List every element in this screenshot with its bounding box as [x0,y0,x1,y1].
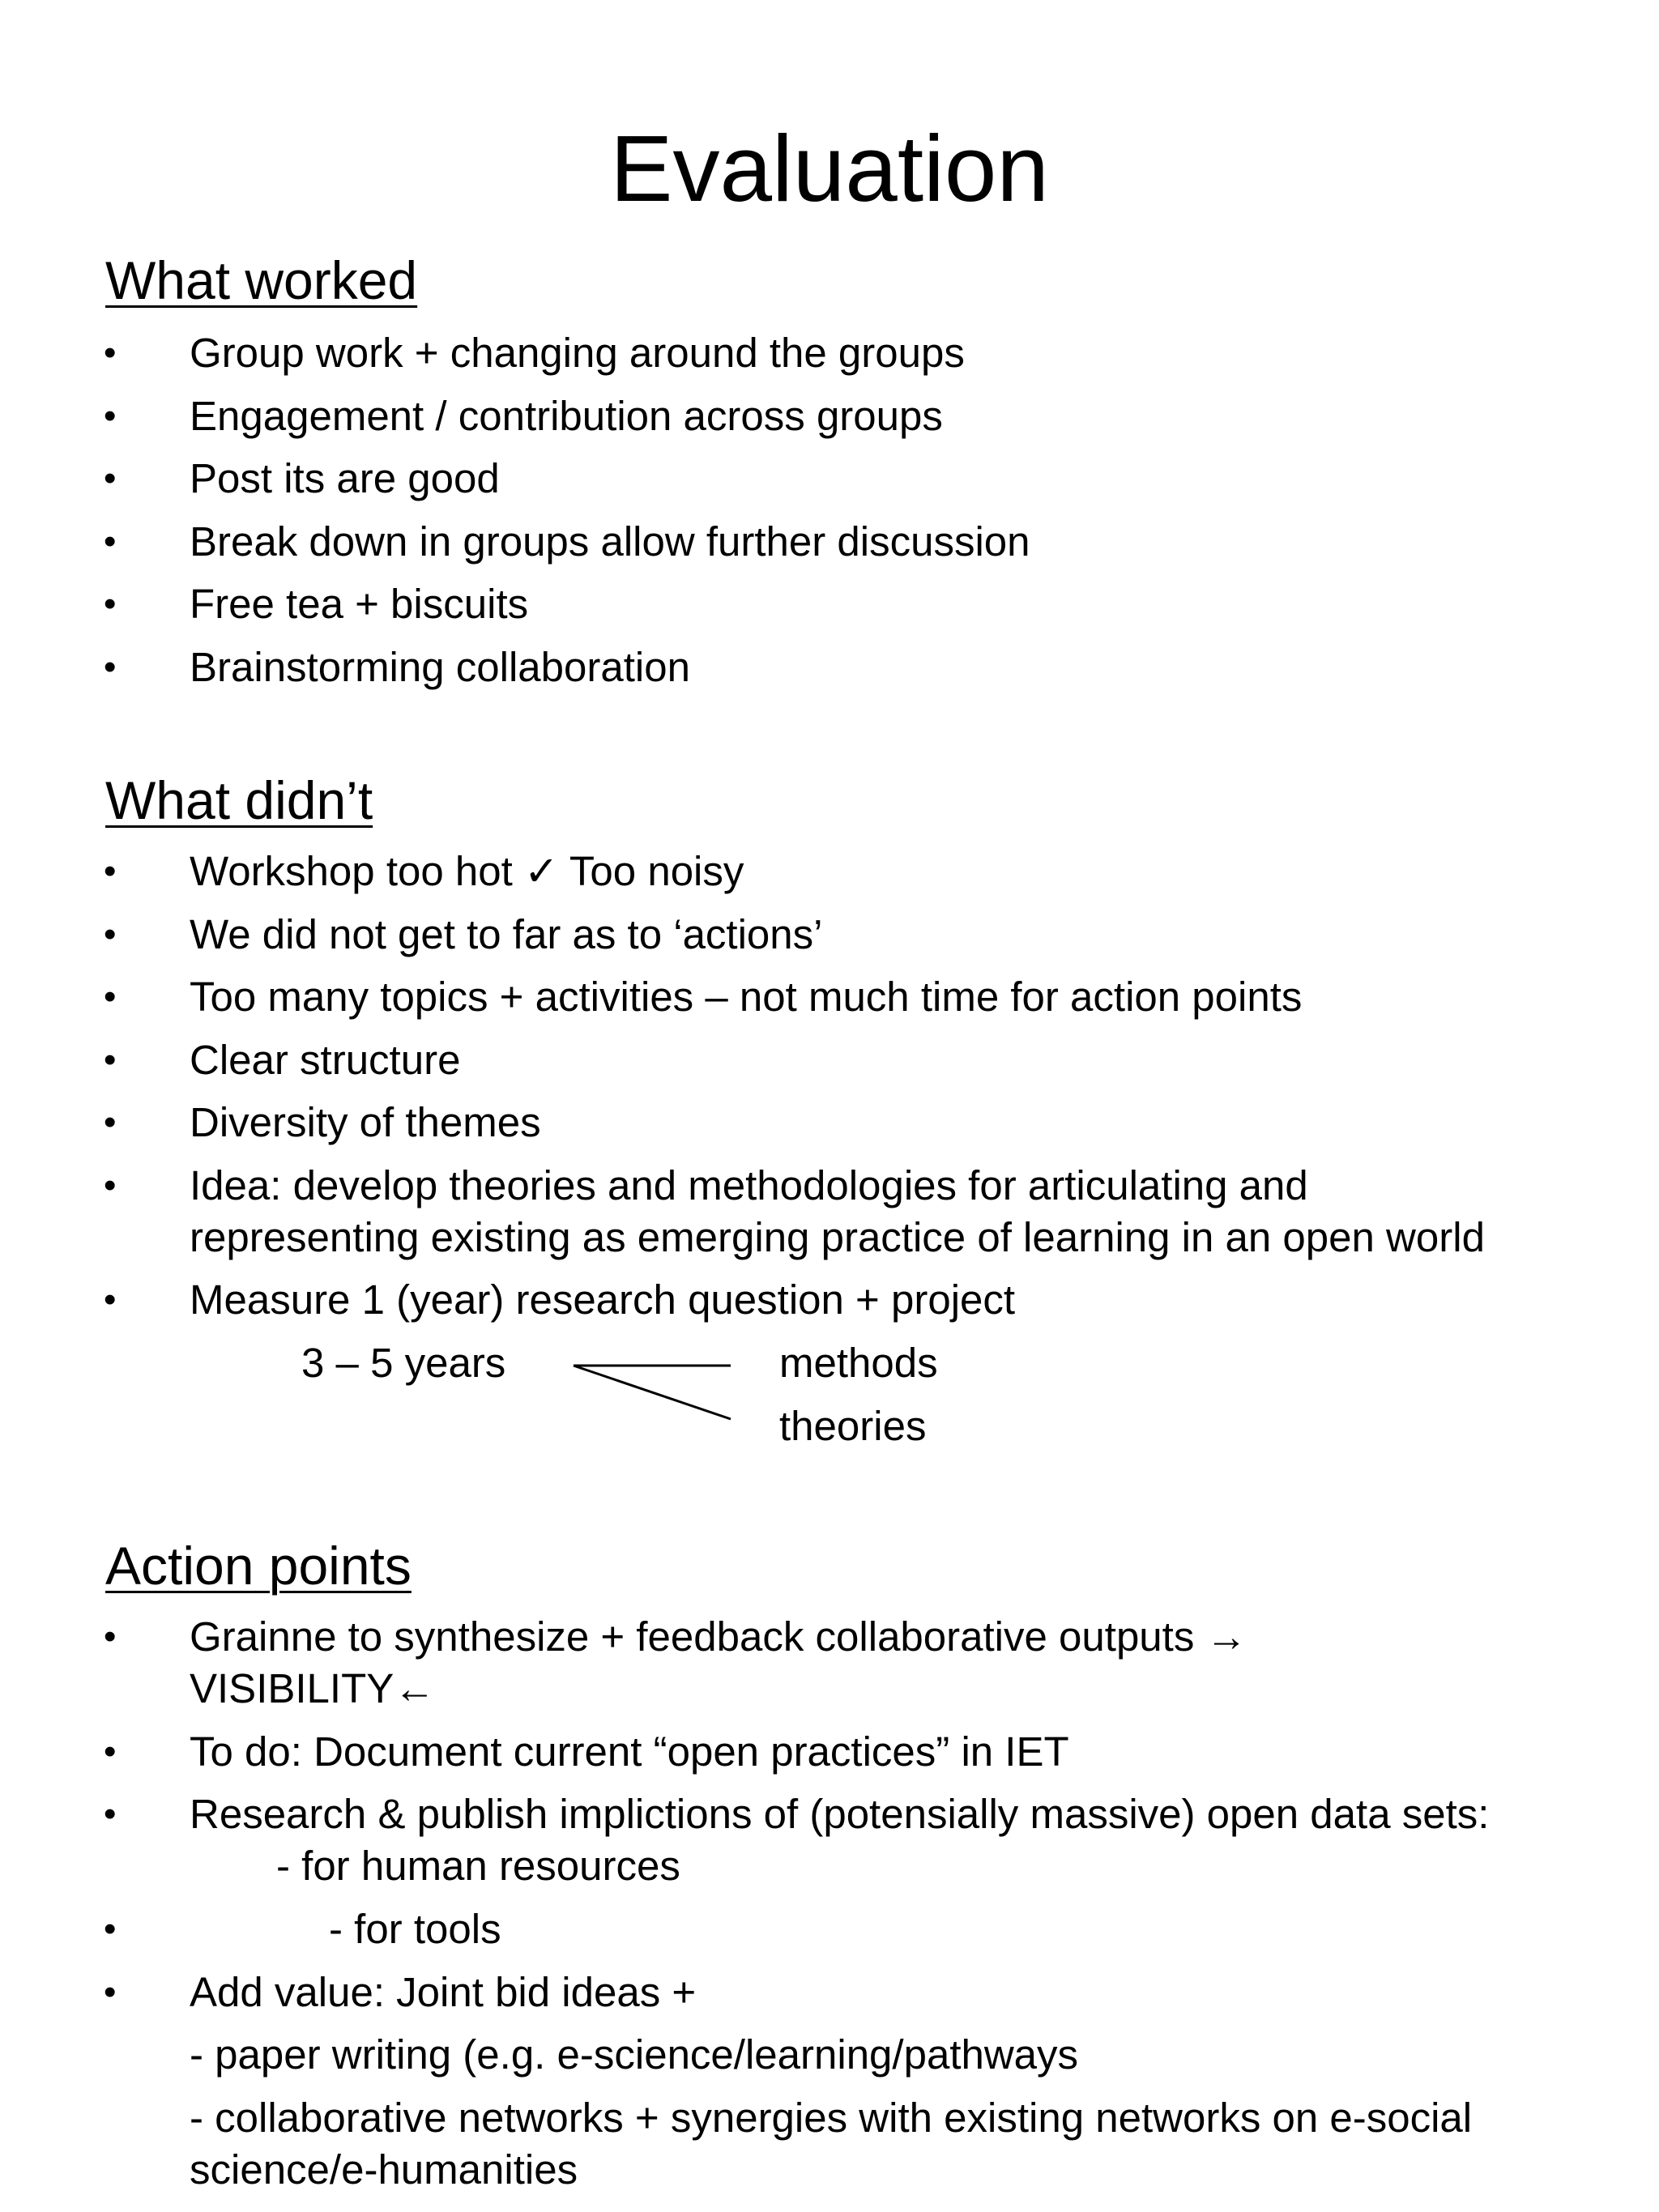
bullet: • [104,851,117,891]
bullet: • [104,1617,117,1656]
list-item-text: Measure 1 (year) research question + project [190,1276,1016,1323]
list-item-text: Engagement / contribution across groups [190,393,943,439]
bullet: • [104,458,117,498]
list-item-text: We did not get to far as to ‘actions’ [190,911,823,957]
diagram-right-top-label: methods [779,1340,938,1386]
list-item-text: Free tea + biscuits [190,581,529,627]
bullet: • [104,914,117,954]
list-item-text: Brainstorming collaboration [190,644,690,690]
list-item-text: - collaborative networks + synergies with existing networks on e-social [190,2095,1473,2141]
bullet: • [104,1732,117,1771]
list-item-text: Add value: Joint bid ideas + [190,1969,697,2015]
diagram-left-label: 3 – 5 years [301,1340,506,1386]
bullet: • [104,1102,117,1142]
bullet: • [104,1166,117,1205]
bullet: • [104,1040,117,1080]
bullet: • [104,1909,117,1949]
diagram-right-bottom-label: theories [779,1403,927,1449]
bullet: • [104,977,117,1016]
list-item-text: representing existing as emerging practice of learning in an open world [190,1214,1485,1260]
list-item-text: - paper writing (e.g. e-science/learning/pathways [190,2031,1079,2078]
list-item-text: Idea: develop theories and methodologies for articulating and [190,1162,1308,1208]
section-heading-what-worked: What worked [105,250,418,310]
bullet: • [104,396,117,436]
connector-line-bottom [574,1366,731,1419]
page-title: Evaluation [610,116,1049,221]
list-item-text: Clear structure [190,1037,461,1083]
bullet: • [104,1794,117,1834]
list-item-text: - for tools [329,1906,501,1952]
list-item-text: science/e-humanities [190,2146,578,2193]
bullet: • [104,522,117,561]
list-item-text: Group work + changing around the groups [190,330,965,376]
list-item-text: Post its are good [190,455,500,501]
section-heading-what-didnt: What didn’t [105,770,373,830]
list-item-text: Research & publish implictions of (potensially massive) open data sets: [190,1791,1490,1837]
bullet: • [104,584,117,624]
list-item-text: Break down in groups allow further discussion [190,518,1030,565]
section-heading-action-points: Action points [105,1536,412,1596]
list-item-text: Workshop too hot ✓ Too noisy [190,848,744,894]
list-item-text: Diversity of themes [190,1099,541,1145]
bullet: • [104,1280,117,1319]
list-item-text: Grainne to synthesize + feedback collaborative outputs → [190,1613,1247,1660]
bullet: • [104,333,117,373]
list-item-text: - for human resources [276,1843,680,1889]
list-item-text: VISIBILITY← [190,1665,436,1711]
bullet: • [104,1972,117,2012]
bullet: • [104,647,117,687]
list-item-text: To do: Document current “open practices” in IET [190,1728,1069,1775]
list-item-text: Too many topics + activities – not much time for action points [190,974,1303,1020]
branch-connector-lines [559,1343,737,1424]
